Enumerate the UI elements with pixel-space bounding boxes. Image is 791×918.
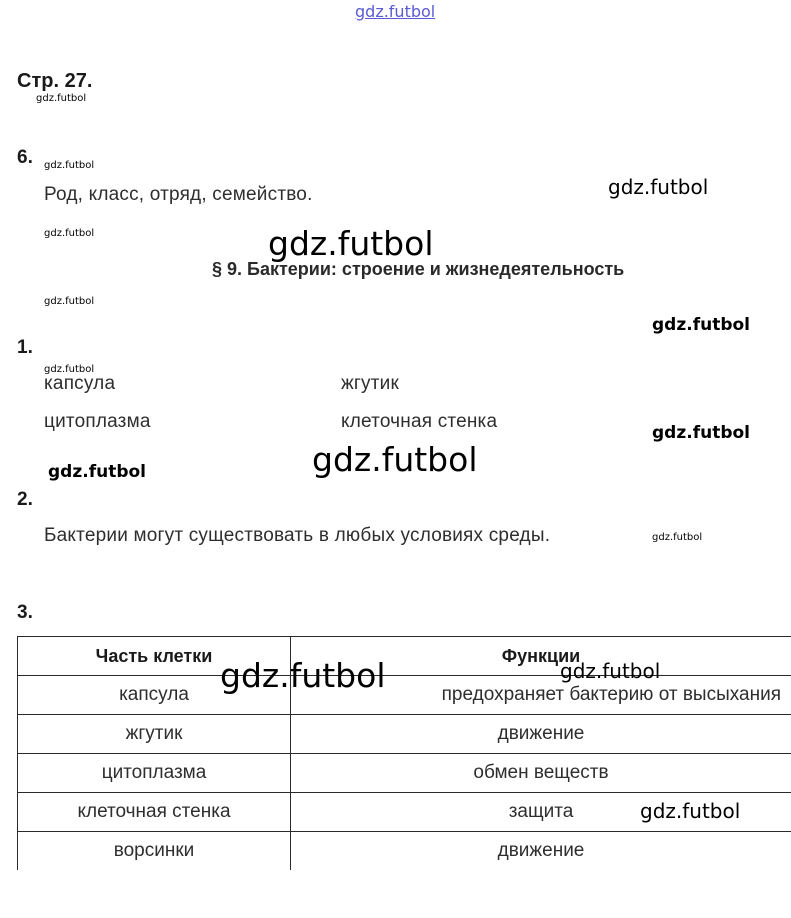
watermark: gdz.futbol bbox=[44, 228, 95, 239]
table-row bbox=[18, 715, 791, 754]
term-item: цитоплазма bbox=[44, 411, 151, 432]
term-item: капсула bbox=[44, 373, 116, 394]
table-row bbox=[18, 754, 791, 793]
section-title: § 9. Бактерии: строение и жизнедеятельность bbox=[212, 259, 625, 279]
watermark: gdz.futbol bbox=[220, 656, 386, 695]
watermark-top[interactable]: gdz.futbol bbox=[355, 2, 436, 21]
cell-functions-table bbox=[17, 636, 791, 870]
question-number-2: 2. bbox=[17, 489, 33, 510]
watermark: gdz.futbol bbox=[48, 462, 146, 482]
question-number-3: 3. bbox=[17, 602, 33, 623]
question-number-6: 6. bbox=[17, 147, 33, 168]
watermark: gdz.futbol bbox=[312, 440, 478, 479]
table-row bbox=[18, 832, 791, 871]
question-6-answer: Род, класс, отряд, семейство. bbox=[44, 184, 313, 205]
question-2-answer: Бактерии могут существовать в любых условиях среды. bbox=[44, 525, 551, 546]
table-cell: обмен веществ bbox=[291, 754, 791, 793]
table-cell: защита bbox=[291, 793, 791, 832]
table-cell: предохраняет бактерию от высыхания bbox=[291, 676, 791, 715]
page-reference: Стр. 27. bbox=[17, 70, 93, 92]
table-row bbox=[18, 676, 791, 715]
watermark: gdz.futbol bbox=[652, 532, 703, 543]
table-cell: движение bbox=[291, 832, 791, 871]
watermark: gdz.futbol bbox=[44, 364, 95, 375]
table-cell: ворсинки bbox=[18, 832, 291, 871]
column-header: Функции bbox=[291, 637, 791, 676]
column-header: Часть клетки bbox=[18, 637, 291, 676]
term-item: клеточная стенка bbox=[341, 411, 498, 432]
table-cell: цитоплазма bbox=[18, 754, 291, 793]
term-item: жгутик bbox=[341, 373, 399, 394]
table-header-row bbox=[18, 637, 791, 676]
watermark: gdz.futbol bbox=[652, 423, 750, 443]
watermark: gdz.futbol bbox=[44, 296, 95, 307]
table-cell: жгутик bbox=[18, 715, 291, 754]
watermark: gdz.futbol bbox=[44, 160, 95, 171]
question-number-1: 1. bbox=[17, 337, 33, 358]
watermark: gdz.futbol bbox=[268, 224, 434, 263]
table-cell: движение bbox=[291, 715, 791, 754]
watermark: gdz.futbol bbox=[640, 799, 741, 823]
watermark: gdz.futbol bbox=[36, 93, 87, 104]
table-cell: капсула bbox=[18, 676, 291, 715]
watermark: gdz.futbol bbox=[560, 659, 661, 683]
watermark: gdz.futbol bbox=[652, 315, 750, 335]
table-cell: клеточная стенка bbox=[18, 793, 291, 832]
watermark: gdz.futbol bbox=[608, 175, 709, 199]
